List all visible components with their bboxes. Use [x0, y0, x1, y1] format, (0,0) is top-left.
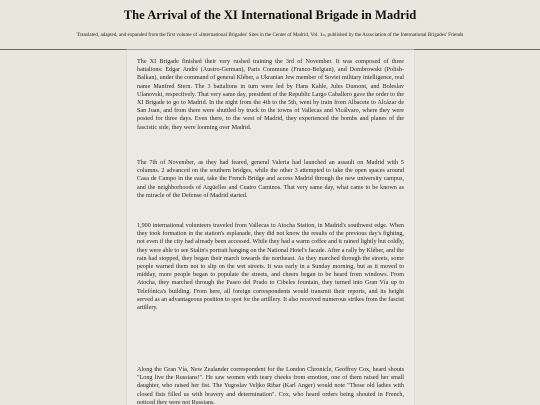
article-paragraph: The XI Brigade finished their very rushed training the 3rd of November. It was composed of three battalions: Edgar André (Austro-German), Paris Commune (Franco-Belgian), and Dombrowski (Polish-Balkan), under the command of general Kléber, a Ukranian Jew member of Soviet military intelligence, real name Manfred Stern. The 3 battalions in turn were led by Hans Kahle, Jules Dumont, and Boleslav Ulanovski, respectively. That very same day, president of the Republic Largo Caballero gave the order to the XI Brigade to go to Madrid. In the night from the 4th to the 5th, went by train from Albacete to Alcázar de San Juan, and from there were shuttled by truck to the towns of Vallecas and Vicálvaro, where they were posted for three days. Even there, to the west of Madrid, they experienced the bombs and planes of the fascistic side, they were looming over Madrid.	[137, 59, 404, 131]
article-body	[127, 50, 414, 405]
page-title: The Arrival of the XI International Brigade in Madrid	[123, 8, 417, 22]
article-paragraph: The 7th of November, as they had feared, general Valeria had launched an assault on Madrid with 5 columns. 2 advanced on the southern bridges, while the other 3 attempted to take the open spaces around Casa de Campo in the east, take the French Bridge and access Madrid through the new university campus, and the neighborhoods of Argüelles and Cuatro Caminos. That very same day, what came to be known as the miracle of the Defense of Madrid started.	[137, 160, 404, 199]
article-paragraph: Along the Gran Vía, New Zealander correspondent for the London Chronicle, Geoffrey Cox, heard shouts "Long live the Russians!". He saw women with teary cheeks from emotion, one of them raised her small daughter, who raised her fist. The Yugoslav Veljko Ribar (Karl Anger) would note "Those old ladies with closed fists filled us with bravery and determination". Cox, who heard orders being shouted in French, noticed they were not Russians.	[137, 367, 404, 405]
page-header	[0, 0, 540, 52]
page-subtitle: Translated, adapted, and expanded from the first volume of «International Brigades' Sites in the Center of Madrid, Vol. 1», published by the Association of the International Brigades' Friends	[76, 32, 464, 38]
article-paragraph: 1,900 international volunteers traveled from Vallecas to Atocha Station, in Madrid's southwest edge. When they took formation in the station's esplanade, they did not know the results of the previous day's fighting, not even if the city had already been accessed. While they had a warm coffee and it rained lightly but coldly, they were able to see Stalin's portrait hanging on the National Hotel's facade. After a rally by Kléber, and the rain had stopped, they began their march towards the northeast. As they marched through the streets, some people warned them not to slip on the wet streets. It was early in a Sunday morning, but as it moved to midday, more people began to populate the streets, and cheers began to be heard from windows. From Atocha, they marched through the Paseo del Prado to Cibeles fountain, they turned into Gran Vía up to Telefónica's building. From here, all foreign correspondents would transmit their reports, and its height served as an advantageous position to spot for the artillery. It also received numerous strikes from the fascist artillery.	[137, 223, 404, 312]
